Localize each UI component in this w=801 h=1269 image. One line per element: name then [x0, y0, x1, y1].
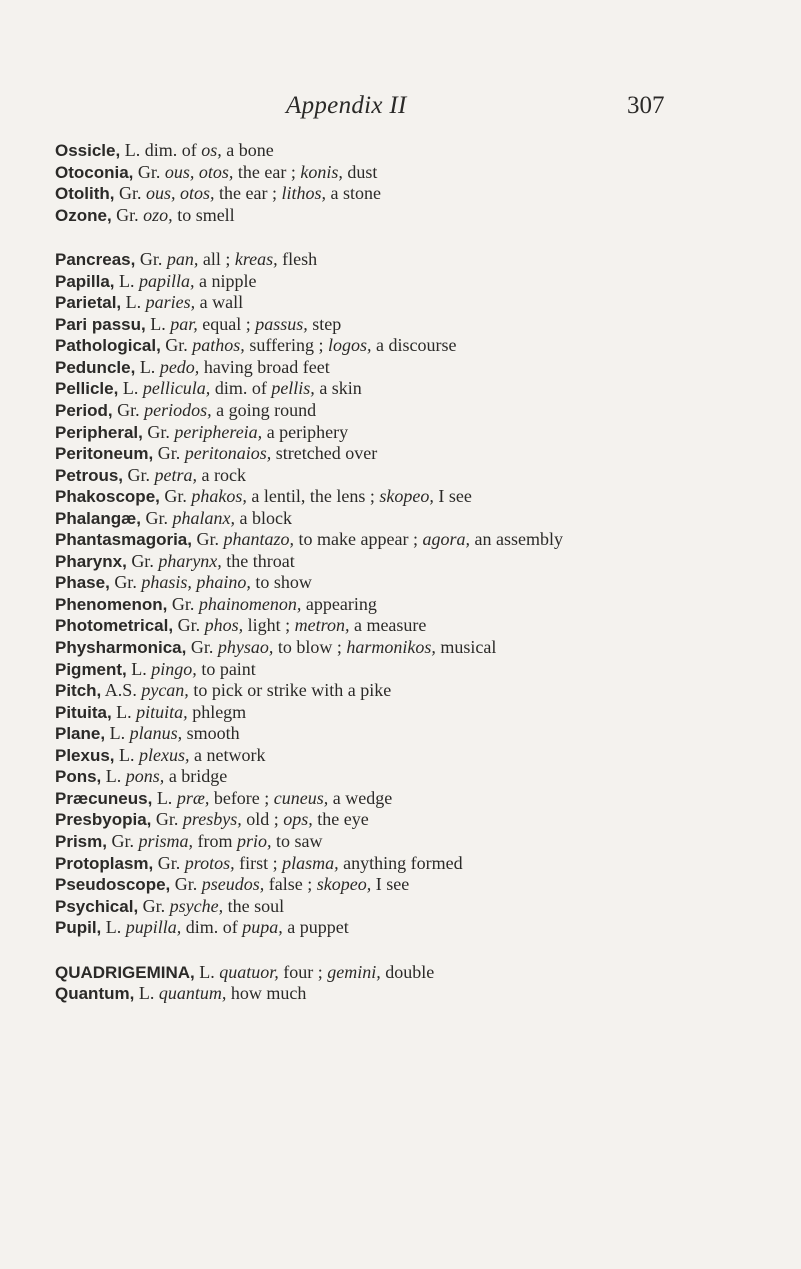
entry-gloss: L.: [101, 766, 126, 787]
entry-gloss: appearing: [301, 593, 377, 614]
entry-etymon: pellis,: [271, 378, 315, 399]
entry-gloss: before ;: [209, 787, 274, 808]
entry-gloss: having broad feet: [199, 356, 330, 377]
entry-gloss: the soul: [223, 895, 285, 916]
entry-etymon: petra,: [154, 464, 198, 485]
entry-etymon: pupa,: [242, 917, 283, 938]
entry-etymon: skopeo,: [379, 486, 434, 507]
entry-headword: Ossicle,: [55, 141, 121, 160]
entry-etymon: skopeo,: [316, 874, 372, 895]
entry-headword: Pons,: [55, 767, 102, 787]
entry-headword: Papilla,: [55, 271, 115, 291]
entry-gloss: equal ;: [197, 313, 256, 334]
entry-etymon: os,: [201, 140, 222, 160]
entry-gloss: Gr.: [142, 421, 175, 442]
entry-gloss: Gr.: [133, 161, 165, 182]
glossary-entry: [55, 745, 795, 767]
entry-etymon: physao,: [217, 637, 274, 658]
entry-gloss: a wedge: [328, 787, 393, 808]
glossary-entry: [55, 962, 795, 984]
entry-gloss: I see: [433, 486, 472, 507]
glossary-entry: [55, 140, 795, 162]
page-number: 307: [627, 92, 665, 119]
entry-etymon: kreas,: [234, 249, 278, 270]
glossary-entry: [55, 314, 795, 336]
entry-gloss: the eye: [312, 809, 369, 830]
glossary-entries: [55, 140, 795, 1005]
glossary-entry: [55, 659, 795, 681]
entry-gloss: A.S.: [101, 680, 142, 701]
glossary-entry: [55, 896, 795, 918]
entry-etymon: papilla,: [139, 270, 195, 291]
entry-etymon: plasma,: [282, 852, 339, 873]
entry-etymon: gemini,: [327, 961, 381, 982]
entry-headword: Pathological,: [55, 336, 161, 356]
entry-headword: Psychical,: [55, 896, 139, 916]
entry-gloss: I see: [371, 874, 410, 895]
entry-gloss: to blow ;: [273, 637, 347, 658]
entry-etymon: peritonaios,: [184, 443, 272, 464]
entry-gloss: L. dim. of: [120, 140, 202, 160]
entry-etymon: konis,: [300, 161, 343, 182]
entry-headword: Peduncle,: [55, 357, 136, 377]
entry-gloss: to make appear ;: [294, 529, 423, 550]
entry-headword: Photometrical,: [55, 616, 174, 636]
entry-etymon: pons,: [125, 766, 165, 787]
entry-gloss: Gr.: [123, 464, 155, 485]
entry-gloss: to saw: [271, 830, 323, 851]
entry-gloss: dim. of: [210, 378, 272, 399]
entry-etymon: paries,: [145, 292, 196, 313]
glossary-entry: [55, 378, 795, 400]
entry-etymon: psyche,: [169, 895, 224, 916]
entry-gloss: Gr.: [167, 593, 199, 614]
entry-gloss: a lentil, the lens ;: [246, 486, 380, 507]
entry-gloss: a discourse: [371, 335, 457, 356]
entry-gloss: Gr.: [140, 507, 173, 528]
entry-headword: Petrous,: [55, 465, 124, 485]
glossary-entry: [55, 529, 795, 551]
entry-gloss: phlegm: [187, 701, 247, 722]
entry-etymon: logos,: [327, 335, 372, 356]
entry-gloss: L.: [134, 983, 159, 1004]
glossary-entry: [55, 508, 795, 530]
entry-gloss: a skin: [314, 378, 362, 399]
entry-gloss: L.: [101, 917, 126, 938]
entry-group: [55, 962, 795, 1005]
entry-gloss: Gr.: [159, 486, 192, 507]
glossary-entry: [55, 249, 795, 271]
entry-gloss: anything formed: [338, 852, 463, 873]
entry-group: [55, 140, 795, 226]
entry-headword: Protoplasm,: [55, 853, 154, 873]
glossary-entry: [55, 486, 795, 508]
entry-gloss: Gr.: [138, 895, 170, 916]
glossary-entry: [55, 723, 795, 745]
entry-etymon: quatuor,: [219, 961, 279, 982]
glossary-entry: [55, 809, 795, 831]
entry-group: [55, 249, 795, 939]
entry-gloss: dust: [342, 161, 378, 182]
entry-etymon: pseudos,: [201, 874, 265, 895]
entry-headword: Parietal,: [55, 293, 122, 313]
entry-gloss: Gr.: [160, 335, 193, 356]
entry-gloss: L.: [114, 270, 140, 291]
entry-etymon: ous, otos,: [145, 183, 215, 204]
entry-gloss: Gr.: [153, 852, 185, 873]
entry-etymon: pellicula,: [142, 378, 211, 399]
entry-headword: Plane,: [55, 724, 106, 744]
glossary-entry: [55, 853, 795, 875]
entry-gloss: all ;: [198, 249, 235, 270]
entry-etymon: phainomenon,: [198, 593, 302, 614]
entry-etymon: pycan,: [141, 680, 189, 701]
entry-gloss: Gr.: [186, 637, 218, 658]
entry-etymon: presbys,: [182, 809, 242, 830]
glossary-entry: [55, 983, 795, 1005]
entry-gloss: L.: [126, 658, 152, 679]
glossary-entry: [55, 465, 795, 487]
entry-gloss: step: [307, 313, 342, 334]
glossary-entry: [55, 292, 795, 314]
glossary-entry: [55, 183, 795, 205]
glossary-entry: [55, 788, 795, 810]
page-header: [0, 92, 801, 132]
entry-etymon: agora,: [422, 529, 470, 550]
entry-etymon: phasis, phaino,: [141, 572, 251, 593]
entry-gloss: L.: [152, 787, 177, 808]
glossary-entry: [55, 422, 795, 444]
entry-etymon: periodos,: [144, 400, 212, 421]
entry-etymon: phantazo,: [223, 529, 295, 550]
entry-gloss: a block: [234, 507, 292, 528]
entry-etymon: passus,: [255, 313, 308, 334]
entry-gloss: L.: [114, 744, 140, 765]
glossary-entry: [55, 443, 795, 465]
entry-headword: Plexus,: [55, 745, 115, 765]
entry-gloss: to paint: [196, 658, 256, 679]
entry-gloss: Gr.: [106, 830, 139, 851]
entry-gloss: old ;: [241, 809, 284, 830]
entry-headword: Phantasmagoria,: [55, 530, 192, 550]
entry-headword: Peritoneum,: [55, 444, 154, 464]
glossary-entry: [55, 357, 795, 379]
entry-gloss: Gr.: [151, 809, 183, 830]
entry-etymon: plexus,: [139, 744, 190, 765]
entry-etymon: par,: [170, 313, 198, 334]
entry-etymon: pedo,: [159, 356, 200, 377]
entry-headword: Pupil,: [55, 918, 102, 938]
glossary-entry: [55, 205, 795, 227]
entry-gloss: L.: [135, 356, 160, 377]
entry-gloss: a bridge: [164, 766, 228, 787]
entry-etymon: cuneus,: [273, 787, 329, 808]
entry-headword: Pitch,: [55, 681, 102, 701]
entry-headword: Pharynx,: [55, 551, 127, 571]
entry-gloss: the throat: [221, 550, 295, 571]
entry-etymon: ous, otos,: [164, 161, 234, 182]
glossary-entry: [55, 680, 795, 702]
glossary-entry: [55, 572, 795, 594]
entry-gloss: a puppet: [282, 917, 349, 938]
entry-etymon: phalanx,: [172, 507, 235, 528]
entry-headword: Phalangæ,: [55, 508, 141, 528]
entry-gloss: Gr.: [126, 550, 159, 571]
entry-gloss: a stone: [325, 183, 381, 204]
entry-etymon: ops,: [283, 809, 313, 830]
entry-headword: Pellicle,: [55, 379, 119, 399]
entry-headword: Pituita,: [55, 702, 112, 722]
entry-gloss: light ;: [243, 615, 295, 636]
entry-etymon: protos,: [184, 852, 235, 873]
entry-gloss: to smell: [172, 204, 235, 225]
glossary-entry: [55, 335, 795, 357]
entry-gloss: false ;: [264, 874, 317, 895]
entry-gloss: a nipple: [194, 270, 257, 291]
entry-gloss: Gr.: [192, 529, 224, 550]
entry-headword: Period,: [55, 401, 113, 421]
entry-etymon: phakos,: [191, 486, 247, 507]
entry-gloss: Gr.: [112, 400, 145, 421]
glossary-entry: [55, 917, 795, 939]
entry-etymon: prisma,: [138, 830, 193, 851]
entry-gloss: Gr.: [170, 874, 202, 895]
entry-gloss: musical: [435, 637, 497, 658]
entry-gloss: a periphery: [262, 421, 349, 442]
entry-headword: Phakoscope,: [55, 487, 160, 507]
entry-etymon: prio,: [237, 830, 272, 851]
glossary-entry: [55, 400, 795, 422]
entry-headword: Otoconia,: [55, 162, 134, 182]
entry-gloss: the ear ;: [214, 183, 282, 204]
entry-headword: Otolith,: [55, 184, 115, 204]
entry-etymon: harmonikos,: [346, 637, 436, 658]
entry-gloss: L.: [121, 292, 146, 313]
entry-headword: Pancreas,: [55, 250, 136, 270]
entry-gloss: Gr.: [153, 443, 185, 464]
entry-headword: QUADRIGEMINA,: [55, 962, 195, 982]
entry-gloss: a rock: [197, 464, 247, 485]
glossary-entry: [55, 637, 795, 659]
entry-gloss: dim. of: [181, 917, 243, 938]
entry-gloss: to show: [250, 572, 312, 593]
glossary-entry: [55, 615, 795, 637]
entry-etymon: ozo,: [143, 204, 173, 225]
entry-gloss: four ;: [278, 961, 328, 982]
entry-gloss: to pick or strike with a pike: [188, 680, 392, 701]
entry-gloss: suffering ;: [244, 335, 328, 356]
entry-etymon: pharynx,: [158, 550, 222, 571]
entry-gloss: Gr.: [114, 183, 146, 204]
entry-etymon: pingo,: [151, 658, 197, 679]
entry-headword: Peripheral,: [55, 422, 143, 442]
entry-gloss: L.: [111, 701, 137, 722]
entry-headword: Presbyopia,: [55, 810, 152, 830]
entry-etymon: quantum,: [158, 983, 227, 1004]
entry-headword: Phase,: [55, 573, 110, 593]
entry-etymon: pan,: [166, 249, 199, 270]
entry-gloss: the ear ;: [233, 161, 301, 182]
entry-gloss: an assembly: [469, 529, 563, 550]
entry-gloss: from: [193, 830, 237, 851]
entry-gloss: a measure: [349, 615, 427, 636]
glossary-entry: [55, 874, 795, 896]
entry-gloss: a bone: [221, 140, 274, 160]
entry-gloss: Gr.: [135, 249, 167, 270]
entry-headword: Pseudoscope,: [55, 875, 171, 895]
entry-gloss: L.: [105, 723, 130, 744]
entry-headword: Ozone,: [55, 205, 112, 225]
glossary-entry: [55, 551, 795, 573]
entry-etymon: pituita,: [136, 701, 188, 722]
entry-gloss: stretched over: [271, 443, 378, 464]
entry-headword: Physharmonica,: [55, 638, 187, 658]
entry-etymon: periphereia,: [174, 421, 263, 442]
entry-gloss: Gr.: [173, 615, 205, 636]
entry-gloss: L.: [145, 313, 171, 334]
entry-gloss: flesh: [277, 249, 318, 270]
entry-gloss: L.: [194, 961, 220, 982]
entry-headword: Pari passu,: [55, 314, 146, 334]
entry-etymon: phos,: [204, 615, 244, 636]
entry-gloss: Gr.: [111, 204, 144, 225]
entry-gloss: a going round: [211, 400, 317, 421]
glossary-entry: [55, 831, 795, 853]
entry-headword: Phenomenon,: [55, 594, 168, 614]
running-title: Appendix II: [286, 92, 407, 119]
entry-gloss: a wall: [195, 292, 244, 313]
entry-gloss: Gr.: [109, 572, 142, 593]
glossary-entry: [55, 766, 795, 788]
entry-gloss: a network: [189, 744, 266, 765]
entry-etymon: lithos,: [281, 183, 326, 204]
entry-gloss: L.: [118, 378, 143, 399]
entry-gloss: double: [380, 961, 435, 982]
entry-etymon: pupilla,: [125, 917, 182, 938]
entry-gloss: first ;: [234, 852, 283, 873]
entry-etymon: planus,: [129, 723, 183, 744]
entry-headword: Prism,: [55, 831, 107, 851]
entry-etymon: præ,: [176, 787, 210, 808]
glossary-entry: [55, 702, 795, 724]
entry-etymon: metron,: [294, 615, 350, 636]
entry-headword: Quantum,: [55, 984, 135, 1004]
glossary-entry: [55, 271, 795, 293]
entry-headword: Præcuneus,: [55, 788, 153, 808]
glossary-entry: [55, 162, 795, 184]
entry-gloss: smooth: [182, 723, 240, 744]
entry-gloss: how much: [226, 983, 307, 1004]
entry-headword: Pigment,: [55, 659, 127, 679]
glossary-entry: [55, 594, 795, 616]
entry-etymon: pathos,: [192, 335, 245, 356]
